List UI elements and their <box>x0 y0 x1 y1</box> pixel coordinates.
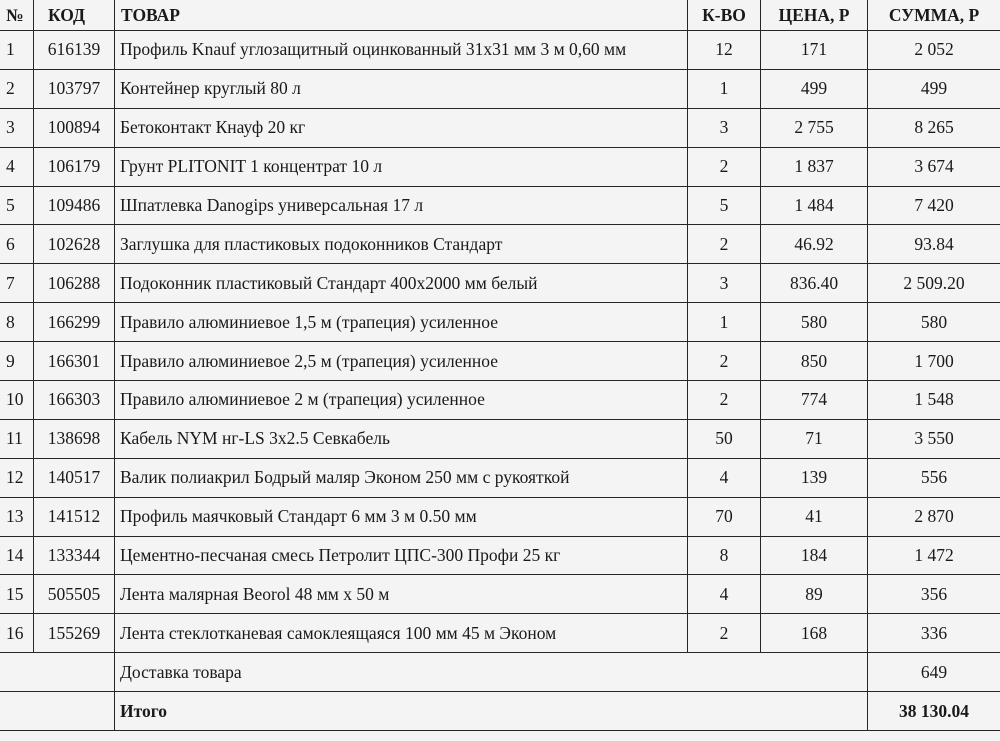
row-name-cell: Правило алюминиевое 2 м (трапеция) усиленное <box>115 381 688 420</box>
row-name-cell: Бетоконтакт Кнауф 20 кг <box>115 108 688 147</box>
row-sum-cell: 580 <box>868 303 1000 342</box>
row-qty-cell: 1 <box>688 69 761 108</box>
row-qty-cell: 2 <box>688 225 761 264</box>
table-row <box>0 497 1000 536</box>
row-qty-cell: 5 <box>688 186 761 225</box>
row-qty-cell: 4 <box>688 575 761 614</box>
table-row <box>0 458 1000 497</box>
row-num-cell: 10 <box>0 381 34 420</box>
row-code-cell: 103797 <box>34 69 115 108</box>
total-label: Итого <box>115 692 868 731</box>
row-name-cell: Контейнер круглый 80 л <box>115 69 688 108</box>
header-qty: К-ВО <box>688 0 761 31</box>
row-name-cell: Профиль Knauf углозащитный оцинкованный 31x31 мм 3 м 0,60 мм <box>115 31 688 70</box>
row-name-cell: Лента малярная Beorol 48 мм х 50 м <box>115 575 688 614</box>
header-code: КОД <box>34 0 115 31</box>
delivery-sum: 649 <box>868 653 1000 692</box>
table-row <box>0 31 1000 70</box>
row-num-cell: 8 <box>0 303 34 342</box>
row-sum-cell: 2 870 <box>868 497 1000 536</box>
row-sum-cell: 2 052 <box>868 31 1000 70</box>
row-code-cell: 616139 <box>34 31 115 70</box>
row-price-cell: 850 <box>761 342 868 381</box>
table-row <box>0 225 1000 264</box>
row-price-cell: 774 <box>761 381 868 420</box>
table-row <box>0 303 1000 342</box>
row-code-cell: 166299 <box>34 303 115 342</box>
row-num-cell: 4 <box>0 147 34 186</box>
row-num-cell: 2 <box>0 69 34 108</box>
row-sum-cell: 2 509.20 <box>868 264 1000 303</box>
row-price-cell: 139 <box>761 458 868 497</box>
row-name-cell: Правило алюминиевое 1,5 м (трапеция) усиленное <box>115 303 688 342</box>
row-sum-cell: 556 <box>868 458 1000 497</box>
table-row <box>0 264 1000 303</box>
row-qty-cell: 2 <box>688 381 761 420</box>
row-sum-cell: 1 472 <box>868 536 1000 575</box>
row-price-cell: 171 <box>761 31 868 70</box>
row-code-cell: 166301 <box>34 342 115 381</box>
row-sum-cell: 356 <box>868 575 1000 614</box>
total-sum: 38 130.04 <box>868 692 1000 731</box>
row-price-cell: 2 755 <box>761 108 868 147</box>
row-sum-cell: 7 420 <box>868 186 1000 225</box>
row-code-cell: 166303 <box>34 381 115 420</box>
table-row <box>0 614 1000 653</box>
row-qty-cell: 1 <box>688 303 761 342</box>
row-sum-cell: 8 265 <box>868 108 1000 147</box>
row-qty-cell: 70 <box>688 497 761 536</box>
row-code-cell: 100894 <box>34 108 115 147</box>
header-num: № <box>0 0 34 31</box>
row-qty-cell: 2 <box>688 342 761 381</box>
table-row <box>0 186 1000 225</box>
total-empty-cell <box>0 692 115 731</box>
row-num-cell: 9 <box>0 342 34 381</box>
table-row <box>0 108 1000 147</box>
row-sum-cell: 1 548 <box>868 381 1000 420</box>
table-row <box>0 575 1000 614</box>
row-code-cell: 138698 <box>34 419 115 458</box>
row-code-cell: 109486 <box>34 186 115 225</box>
row-num-cell: 13 <box>0 497 34 536</box>
table-row <box>0 419 1000 458</box>
row-price-cell: 499 <box>761 69 868 108</box>
row-num-cell: 3 <box>0 108 34 147</box>
table-body <box>0 31 1000 653</box>
row-price-cell: 46.92 <box>761 225 868 264</box>
delivery-empty-cell <box>0 653 115 692</box>
row-sum-cell: 3 550 <box>868 419 1000 458</box>
header-sum: СУММА, Р <box>868 0 1000 31</box>
table-row <box>0 147 1000 186</box>
row-sum-cell: 93.84 <box>868 225 1000 264</box>
row-code-cell: 133344 <box>34 536 115 575</box>
delivery-row <box>0 653 1000 692</box>
row-code-cell: 102628 <box>34 225 115 264</box>
row-code-cell: 106179 <box>34 147 115 186</box>
row-price-cell: 836.40 <box>761 264 868 303</box>
row-name-cell: Грунт PLITONIT 1 концентрат 10 л <box>115 147 688 186</box>
row-price-cell: 1 484 <box>761 186 868 225</box>
table-row <box>0 381 1000 420</box>
row-num-cell: 11 <box>0 419 34 458</box>
row-qty-cell: 12 <box>688 31 761 70</box>
row-num-cell: 12 <box>0 458 34 497</box>
row-qty-cell: 3 <box>688 264 761 303</box>
row-code-cell: 140517 <box>34 458 115 497</box>
row-price-cell: 580 <box>761 303 868 342</box>
row-name-cell: Заглушка для пластиковых подоконников Стандарт <box>115 225 688 264</box>
row-qty-cell: 50 <box>688 419 761 458</box>
total-row <box>0 692 1000 731</box>
delivery-label: Доставка товара <box>115 653 868 692</box>
table-header-row <box>0 0 1000 31</box>
row-num-cell: 5 <box>0 186 34 225</box>
row-sum-cell: 336 <box>868 614 1000 653</box>
row-name-cell: Профиль маячковый Стандарт 6 мм 3 м 0.50 мм <box>115 497 688 536</box>
table-row <box>0 536 1000 575</box>
header-name: ТОВАР <box>115 0 688 31</box>
row-price-cell: 71 <box>761 419 868 458</box>
row-price-cell: 41 <box>761 497 868 536</box>
row-qty-cell: 4 <box>688 458 761 497</box>
row-name-cell: Шпатлевка Danogips универсальная 17 л <box>115 186 688 225</box>
row-num-cell: 7 <box>0 264 34 303</box>
row-name-cell: Правило алюминиевое 2,5 м (трапеция) усиленное <box>115 342 688 381</box>
row-sum-cell: 1 700 <box>868 342 1000 381</box>
row-num-cell: 1 <box>0 31 34 70</box>
row-price-cell: 1 837 <box>761 147 868 186</box>
row-qty-cell: 3 <box>688 108 761 147</box>
header-price: ЦЕНА, Р <box>761 0 868 31</box>
row-num-cell: 15 <box>0 575 34 614</box>
table-row <box>0 69 1000 108</box>
row-price-cell: 89 <box>761 575 868 614</box>
row-num-cell: 14 <box>0 536 34 575</box>
row-name-cell: Валик полиакрил Бодрый маляр Эконом 250 мм с рукояткой <box>115 458 688 497</box>
row-price-cell: 168 <box>761 614 868 653</box>
row-qty-cell: 2 <box>688 614 761 653</box>
row-code-cell: 141512 <box>34 497 115 536</box>
row-sum-cell: 499 <box>868 69 1000 108</box>
row-name-cell: Лента стеклотканевая самоклеящаяся 100 мм 45 м Эконом <box>115 614 688 653</box>
table-row <box>0 342 1000 381</box>
row-name-cell: Цементно-песчаная смесь Петролит ЦПС-300 Профи 25 кг <box>115 536 688 575</box>
row-num-cell: 16 <box>0 614 34 653</box>
row-num-cell: 6 <box>0 225 34 264</box>
row-qty-cell: 8 <box>688 536 761 575</box>
row-code-cell: 155269 <box>34 614 115 653</box>
row-qty-cell: 2 <box>688 147 761 186</box>
row-code-cell: 505505 <box>34 575 115 614</box>
row-sum-cell: 3 674 <box>868 147 1000 186</box>
row-code-cell: 106288 <box>34 264 115 303</box>
row-price-cell: 184 <box>761 536 868 575</box>
row-name-cell: Подоконник пластиковый Стандарт 400x2000 мм белый <box>115 264 688 303</box>
row-name-cell: Кабель NYM нг-LS 3x2.5 Севкабель <box>115 419 688 458</box>
